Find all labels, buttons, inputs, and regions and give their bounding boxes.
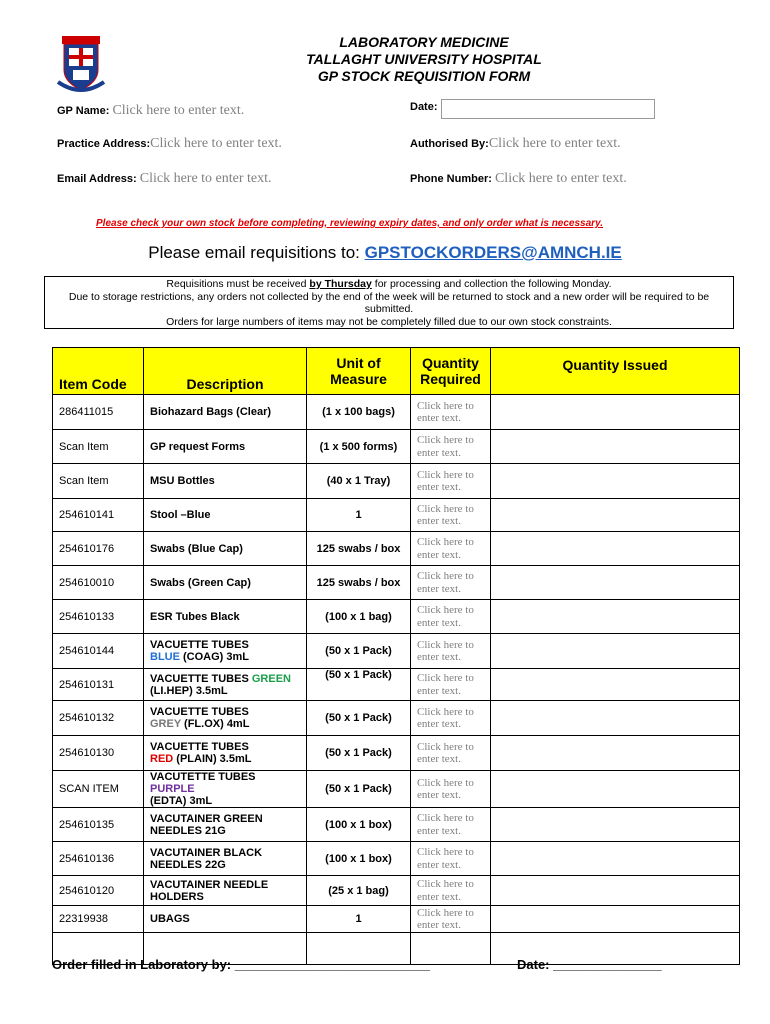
notice-line-3: Orders for large numbers of items may not be completely filled due to our own stock constraints.: [166, 315, 612, 328]
item-unit: (100 x 1 box): [307, 808, 411, 842]
header-qty-line-2: Required: [420, 371, 481, 387]
phone-number-label: Phone Number:: [410, 173, 492, 185]
quantity-issued-cell[interactable]: [491, 701, 740, 736]
table-row: [53, 430, 740, 464]
email-instruction-text: Please email requisitions to:: [148, 243, 365, 262]
table-row: [53, 464, 740, 499]
placeholder-line-1: Click here to: [417, 878, 474, 890]
header-line-2: TALLAGHT UNIVERSITY HOSPITAL: [306, 51, 542, 67]
table-row: [53, 634, 740, 669]
gp-name-label: GP Name:: [57, 105, 110, 117]
item-unit: 125 swabs / box: [307, 532, 411, 566]
item-description-detail: (LI.HEP) 3.5mL: [150, 684, 228, 697]
header-qty-line-1: Quantity: [422, 355, 479, 371]
quantity-issued-cell[interactable]: [491, 430, 740, 464]
quantity-required-input[interactable]: [411, 532, 491, 566]
item-description-detail: (COAG) 3mL: [183, 651, 250, 663]
item-code: Scan Item: [53, 430, 144, 464]
placeholder-line-2: enter text.: [417, 684, 461, 697]
placeholder-line-2: enter text.: [417, 446, 461, 459]
item-code: 254610120: [53, 876, 144, 906]
quantity-required-input[interactable]: [411, 906, 491, 933]
table-row: [53, 395, 740, 430]
item-unit: (25 x 1 bag): [307, 876, 411, 906]
footer-date[interactable]: Date: _______________: [517, 957, 662, 972]
placeholder-line-1: Click here to: [417, 906, 474, 919]
item-description: Stool –Blue: [144, 499, 307, 532]
gp-name-input[interactable]: Click here to enter text.: [112, 103, 245, 118]
quantity-issued-cell[interactable]: [491, 532, 740, 566]
placeholder-line-2: enter text.: [417, 789, 461, 801]
placeholder-line-2: enter text.: [417, 481, 461, 493]
placeholder-line-1: Click here to: [417, 638, 474, 651]
placeholder-line-2: enter text.: [417, 616, 461, 629]
placeholder-line-1: Click here to: [417, 846, 474, 858]
date-input[interactable]: [441, 99, 655, 119]
item-code: 254610136: [53, 842, 144, 876]
placeholder-line-2: enter text.: [417, 919, 461, 931]
placeholder-line-2: enter text.: [417, 582, 461, 595]
item-description: [144, 669, 307, 701]
item-code: 254610144: [53, 634, 144, 669]
authorised-by-input[interactable]: Click here to enter text.: [488, 136, 621, 151]
table-row: [53, 532, 740, 566]
item-unit: (100 x 1 bag): [307, 600, 411, 634]
table-row: [53, 669, 740, 701]
header-item-code: Item Code: [53, 348, 144, 395]
header-quantity-issued: Quantity Issued: [491, 348, 740, 395]
placeholder-line-2: enter text.: [417, 753, 461, 765]
quantity-required-input[interactable]: [411, 842, 491, 876]
item-unit: (50 x 1 Pack): [307, 634, 411, 669]
item-code: 254610130: [53, 736, 144, 771]
quantity-issued-cell[interactable]: [491, 771, 740, 808]
email-address-label: Email Address:: [57, 173, 137, 185]
notice-line-1-post: for processing and collection the following Monday.: [371, 278, 612, 290]
placeholder-line-1: Click here to: [417, 812, 474, 824]
quantity-required-input[interactable]: [411, 808, 491, 842]
placeholder-line-2: enter text.: [417, 890, 461, 903]
email-address-field[interactable]: [57, 171, 272, 187]
item-unit: (50 x 1 Pack): [307, 701, 411, 736]
item-code: 254610132: [53, 701, 144, 736]
item-unit: (40 x 1 Tray): [307, 464, 411, 499]
placeholder-line-1: Click here to: [417, 604, 474, 616]
item-unit: (50 x 1 Pack): [307, 771, 411, 808]
header-unit: [307, 348, 411, 395]
quantity-issued-cell[interactable]: [491, 736, 740, 771]
date-label: Date:: [410, 101, 438, 113]
item-description: Swabs (Green Cap): [144, 566, 307, 600]
placeholder-line-1: Click here to: [417, 570, 474, 582]
email-link[interactable]: GPSTOCKORDERS@AMNCH.IE: [364, 243, 622, 262]
item-description: [144, 701, 307, 736]
item-description: Swabs (Blue Cap): [144, 532, 307, 566]
quantity-required-input[interactable]: [411, 669, 491, 701]
placeholder-line-1: Click here to: [417, 705, 474, 718]
quantity-required-input[interactable]: [411, 464, 491, 499]
placeholder-line-2: enter text.: [417, 858, 461, 871]
email-instruction: [0, 243, 770, 263]
item-description: VACUTAINER NEEDLE HOLDERS: [144, 876, 307, 906]
quantity-issued-cell[interactable]: [491, 464, 740, 499]
placeholder-line-1: Click here to: [417, 502, 474, 515]
item-description-color: RED: [150, 753, 174, 765]
placeholder-line-2: enter text.: [417, 718, 461, 730]
quantity-required-input[interactable]: [411, 771, 491, 808]
item-description: MSU Bottles: [144, 464, 307, 499]
item-description: Biohazard Bags (Clear): [144, 395, 307, 430]
table-row: [53, 736, 740, 771]
item-unit: (50 x 1 Pack): [307, 736, 411, 771]
quantity-required-input[interactable]: [411, 600, 491, 634]
item-unit: (50 x 1 Pack): [307, 669, 411, 701]
practice-address-field[interactable]: [57, 136, 282, 152]
item-description: [144, 634, 307, 669]
placeholder-line-2: enter text.: [417, 412, 461, 424]
item-code: 286411015: [53, 395, 144, 430]
phone-number-input[interactable]: Click here to enter text.: [494, 171, 627, 186]
notice-line-1: [45, 278, 733, 291]
table-row: [53, 499, 740, 532]
notice-line-2: Due to storage restrictions, any orders not collected by the end of the week will be returned to stock and a new order will be required to be submitted.: [68, 290, 710, 315]
header-description: Description: [144, 348, 307, 395]
practice-address-input[interactable]: Click here to enter text.: [150, 136, 282, 151]
placeholder-line-1: Click here to: [417, 776, 474, 789]
item-description: VACUTAINER BLACK NEEDLES 22G: [144, 842, 307, 876]
item-unit: 125 swabs / box: [307, 566, 411, 600]
item-description-color: BLUE: [150, 651, 180, 663]
placeholder-line-1: Click here to: [417, 672, 474, 684]
quantity-required-input[interactable]: [411, 736, 491, 771]
header-line-3: GP STOCK REQUISITION FORM: [317, 68, 531, 84]
item-description: [144, 771, 307, 808]
stock-warning: Please check your own stock before completing, reviewing expiry dates, and only order what is necessary.: [96, 218, 604, 229]
placeholder-line-1: Click here to: [417, 434, 474, 446]
item-description: ESR Tubes Black: [144, 600, 307, 634]
placeholder-line-2: enter text.: [417, 548, 461, 561]
item-code: 22319938: [53, 906, 144, 933]
item-description-main: VACUETTE TUBES: [150, 706, 249, 718]
item-description-color: GREEN: [251, 672, 291, 685]
item-unit: (1 x 100 bags): [307, 395, 411, 430]
notice-deadline: by Thursday: [309, 278, 372, 290]
quantity-issued-cell[interactable]: [491, 499, 740, 532]
quantity-issued-cell[interactable]: [491, 842, 740, 876]
item-description: [144, 736, 307, 771]
item-code: SCAN ITEM: [53, 771, 144, 808]
quantity-issued-cell[interactable]: [491, 808, 740, 842]
phone-number-field[interactable]: [410, 171, 627, 187]
placeholder-line-1: Click here to: [417, 536, 474, 548]
requisition-notice: [44, 276, 734, 329]
placeholder-line-1: Click here to: [417, 740, 474, 753]
quantity-required-input[interactable]: [411, 430, 491, 464]
item-description-detail: (EDTA) 3mL: [150, 795, 213, 807]
quantity-issued-cell[interactable]: [491, 876, 740, 906]
quantity-required-input[interactable]: [411, 701, 491, 736]
quantity-required-input[interactable]: [411, 566, 491, 600]
item-code: Scan Item: [53, 464, 144, 499]
authorised-by-field[interactable]: [410, 136, 621, 152]
header-quantity-required: [411, 348, 491, 395]
quantity-issued-cell[interactable]: [491, 669, 740, 701]
hospital-crest-icon: [56, 36, 106, 94]
placeholder-line-2: enter text.: [417, 515, 461, 527]
item-unit: 1: [307, 499, 411, 532]
email-address-input[interactable]: Click here to enter text.: [139, 171, 272, 186]
items-table: [52, 347, 740, 965]
header-line-1: LABORATORY MEDICINE: [339, 34, 509, 50]
quantity-issued-cell[interactable]: [491, 395, 740, 430]
quantity-required-input[interactable]: [411, 634, 491, 669]
quantity-issued-cell[interactable]: [491, 566, 740, 600]
item-description: GP request Forms: [144, 430, 307, 464]
item-description-main: VACUETTE TUBES: [150, 741, 249, 753]
item-description-main: VACUETTE TUBES: [150, 639, 249, 651]
quantity-issued-cell[interactable]: [491, 906, 740, 933]
table-row: [53, 842, 740, 876]
item-unit: (1 x 500 forms): [307, 430, 411, 464]
quantity-issued-cell[interactable]: [491, 634, 740, 669]
item-code: 254610131: [53, 669, 144, 701]
item-code: 254610135: [53, 808, 144, 842]
item-description-detail: (PLAIN) 3.5mL: [176, 753, 252, 765]
table-row: [53, 808, 740, 842]
item-description-main: VACUETTE TUBES: [150, 672, 249, 685]
table-header-row: [53, 348, 740, 395]
placeholder-line-2: enter text.: [417, 824, 461, 837]
table-row: [53, 771, 740, 808]
item-code: 254610176: [53, 532, 144, 566]
item-description-color: PURPLE: [150, 783, 195, 795]
item-description-color: GREY: [150, 718, 181, 730]
quantity-required-input[interactable]: [411, 395, 491, 430]
table-row: [53, 600, 740, 634]
item-description-main: VACUTETTE TUBES: [150, 771, 256, 783]
item-description: UBAGS: [144, 906, 307, 933]
item-description: VACUTAINER GREEN NEEDLES 21G: [144, 808, 307, 842]
placeholder-line-1: Click here to: [417, 468, 474, 481]
item-code: 254610141: [53, 499, 144, 532]
order-filled-by[interactable]: Order filled in Laboratory by: ___________________________: [52, 957, 430, 972]
form-header: [200, 34, 648, 85]
authorised-by-label: Authorised By:: [410, 138, 489, 150]
item-code: 254610133: [53, 600, 144, 634]
quantity-required-input[interactable]: [411, 499, 491, 532]
table-row: [53, 701, 740, 736]
quantity-issued-cell[interactable]: [491, 600, 740, 634]
quantity-required-input[interactable]: [411, 876, 491, 906]
item-description-detail: (FL.OX) 4mL: [184, 718, 250, 730]
item-unit: (100 x 1 box): [307, 842, 411, 876]
practice-address-label: Practice Address:: [57, 138, 151, 150]
placeholder-line-1: Click here to: [417, 399, 474, 412]
table-row: [53, 906, 740, 933]
header-unit-line-2: Measure: [330, 371, 387, 387]
notice-line-1-pre: Requisitions must be received: [166, 278, 310, 290]
gp-name-field[interactable]: [57, 103, 244, 119]
header-unit-line-1: Unit of: [336, 355, 381, 371]
table-row: [53, 566, 740, 600]
table-row: [53, 876, 740, 906]
placeholder-line-2: enter text.: [417, 651, 461, 663]
item-unit: 1: [307, 906, 411, 933]
item-code: 254610010: [53, 566, 144, 600]
